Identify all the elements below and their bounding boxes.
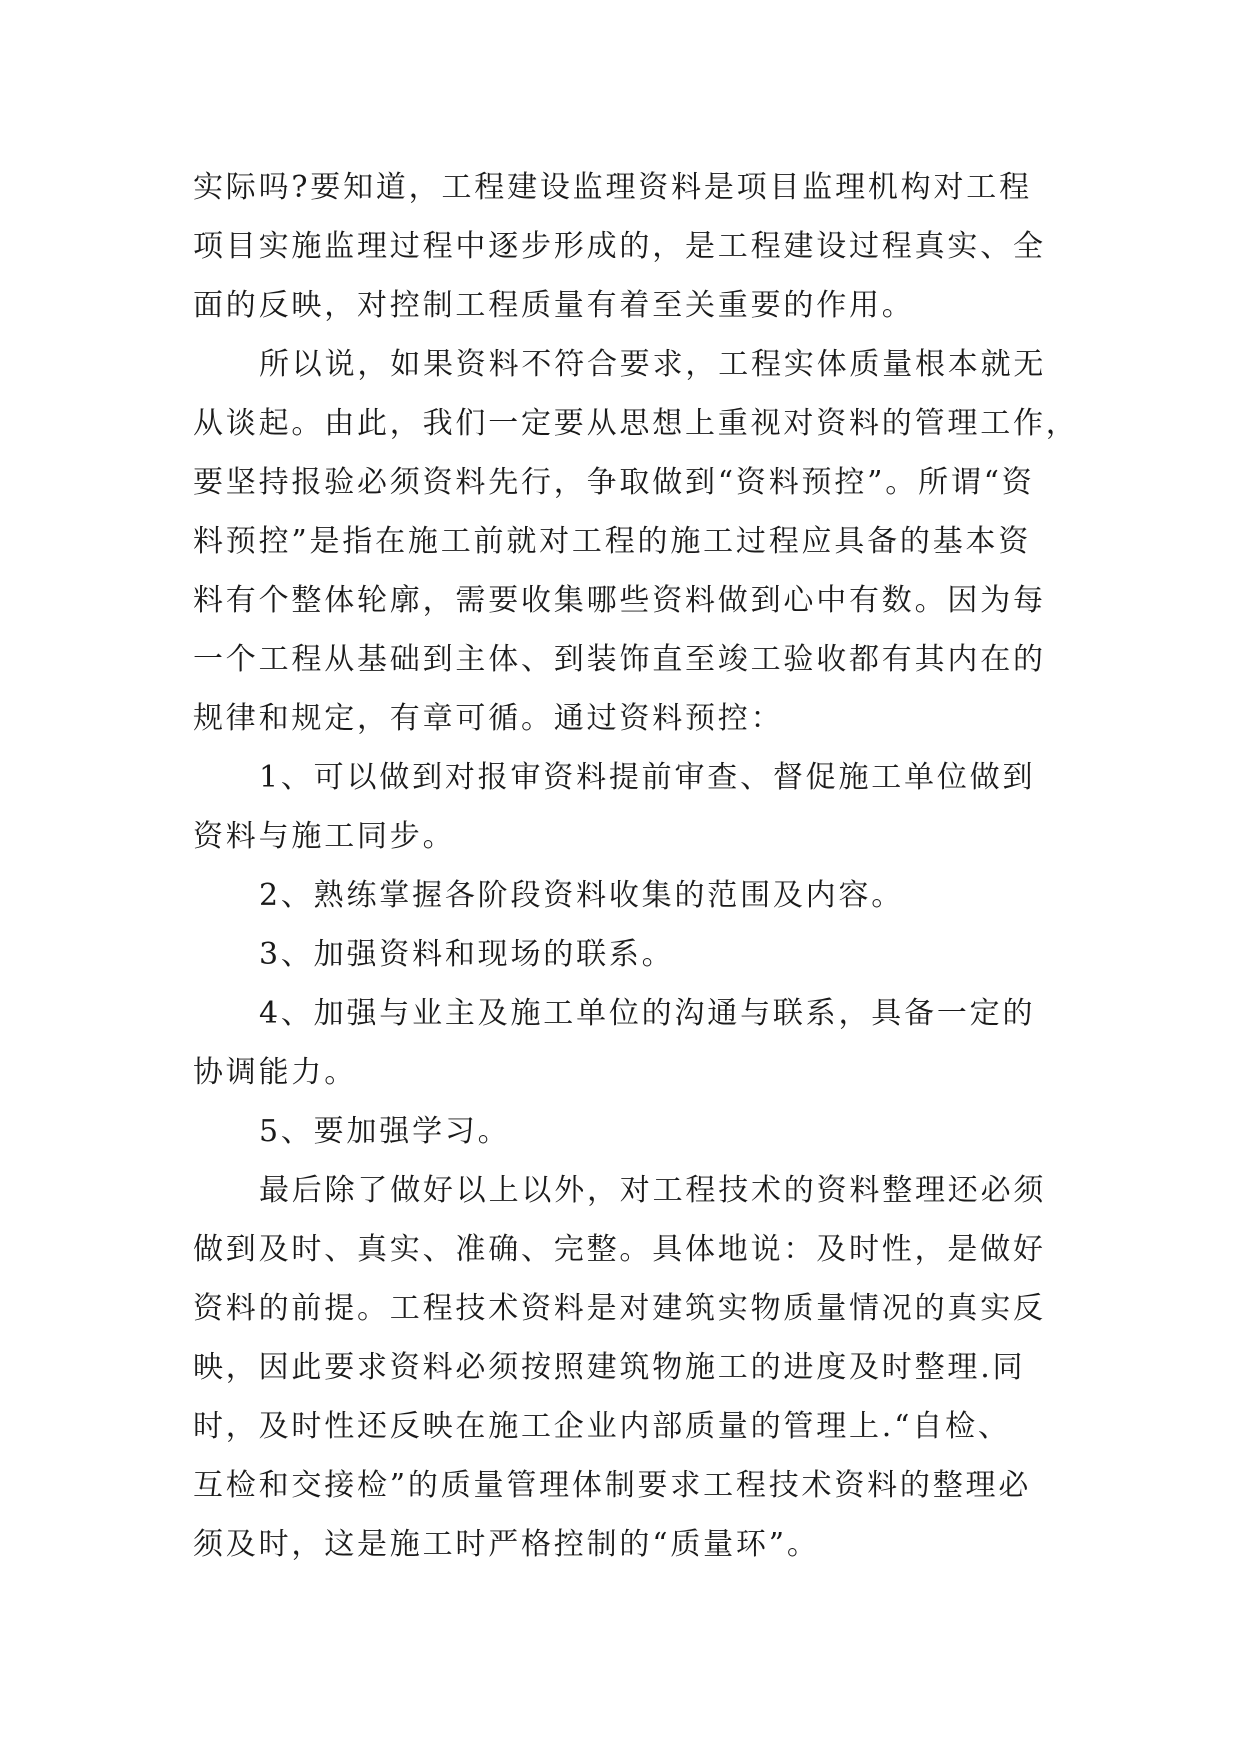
text-line: 实际吗?要知道，工程建设监理资料是项目监理机构对工程 — [193, 170, 1032, 205]
paragraph-start-line: 最后除了做好以上以外，对工程技术的资料整理还必须 — [259, 1173, 1047, 1208]
text-line: 料预控”是指在施工前就对工程的施工过程应具备的基本资 — [193, 524, 1032, 559]
paragraph-start-line: 所以说，如果资料不符合要求，工程实体质量根本就无 — [259, 347, 1047, 382]
text-line: 时，及时性还反映在施工企业内部质量的管理上.“自检、 — [193, 1409, 1011, 1444]
list-item-2: 2、熟练掌握各阶段资料收集的范围及内容。 — [259, 878, 905, 913]
text-line: 资料的前提。工程技术资料是对建筑实物质量情况的真实反 — [193, 1291, 1046, 1326]
list-item-3: 3、加强资料和现场的联系。 — [259, 937, 675, 972]
text-line: 规律和规定，有章可循。通过资料预控： — [193, 701, 784, 736]
list-item-5: 5、要加强学习。 — [259, 1114, 511, 1149]
text-line: 须及时，这是施工时严格控制的“质量环”。 — [193, 1527, 820, 1562]
text-line: 资料与施工同步。 — [193, 819, 456, 854]
text-line: 面的反映，对控制工程质量有着至关重要的作用。 — [193, 288, 915, 323]
text-line: 料有个整体轮廓，需要收集哪些资料做到心中有数。因为每 — [193, 583, 1046, 618]
text-line: 从谈起。由此，我们一定要从思想上重视对资料的管理工作， — [193, 406, 1079, 441]
text-line: 做到及时、真实、准确、完整。具体地说：及时性，是做好 — [193, 1232, 1046, 1267]
list-item-4: 4、加强与业主及施工单位的沟通与联系，具备一定的 — [259, 996, 1036, 1031]
text-line: 协调能力。 — [193, 1055, 357, 1090]
text-line: 要坚持报验必须资料先行，争取做到“资料预控”。所谓“资 — [193, 465, 1035, 500]
text-line: 映，因此要求资料必须按照建筑物施工的进度及时整理.同 — [193, 1350, 1026, 1385]
text-line: 互检和交接检”的质量管理体制要求工程技术资料的整理必 — [193, 1468, 1032, 1503]
list-item-1: 1、可以做到对报审资料提前审查、督促施工单位做到 — [259, 760, 1036, 795]
text-line: 一个工程从基础到主体、到装饰直至竣工验收都有其内在的 — [193, 642, 1046, 677]
text-line: 项目实施监理过程中逐步形成的，是工程建设过程真实、全 — [193, 229, 1046, 264]
document-body — [193, 158, 1079, 1574]
